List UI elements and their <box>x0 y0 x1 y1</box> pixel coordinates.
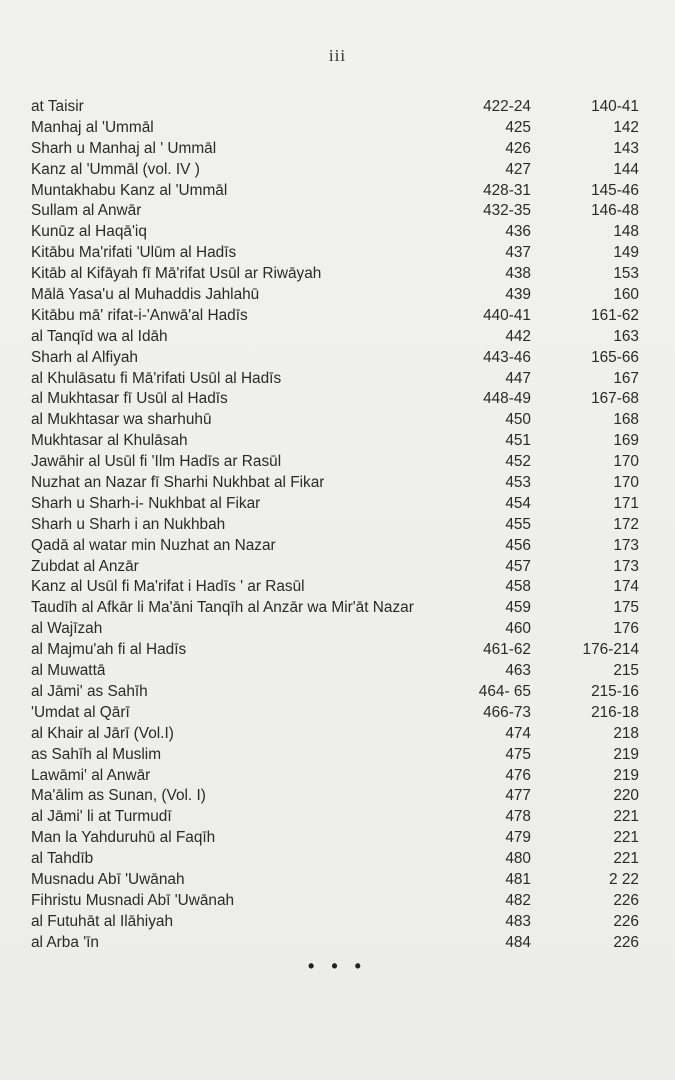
entry-page: 160 <box>613 286 639 304</box>
entry-page: 219 <box>613 745 639 763</box>
entry-row <box>31 201 641 222</box>
entry-number: 451 <box>505 432 531 450</box>
entry-number: 426 <box>505 139 531 157</box>
entry-page: 146-48 <box>591 202 639 220</box>
entry-row <box>31 849 641 870</box>
entry-row <box>31 452 641 473</box>
entry-row <box>31 557 641 578</box>
entry-title: at Taisir <box>31 98 84 115</box>
entry-number: 475 <box>505 745 531 763</box>
entry-page: 173 <box>613 557 639 575</box>
entry-title: al Khair al Jārī (Vol.I) <box>31 724 174 742</box>
entry-page: 226 <box>613 891 639 909</box>
entry-row <box>31 536 641 557</box>
entry-title: al Arba 'īn <box>31 933 99 951</box>
entry-title: Sharh u Sharh i an Nukhbah <box>31 515 226 533</box>
entry-row <box>31 515 641 536</box>
entry-row <box>31 786 641 807</box>
entry-row <box>31 139 641 160</box>
entry-number: 428-31 <box>483 181 531 199</box>
entry-page: 221 <box>613 850 639 868</box>
entry-number: 482 <box>505 891 531 909</box>
entry-row <box>31 181 641 202</box>
entry-row <box>31 494 641 515</box>
entry-page: 167 <box>613 369 639 387</box>
entry-page: 140-41 <box>591 98 639 115</box>
entry-row <box>31 264 641 285</box>
entry-number: 422-24 <box>483 98 531 115</box>
entry-page: 175 <box>613 599 639 617</box>
entry-title: al Tahdīb <box>31 850 94 868</box>
entry-row <box>31 306 641 327</box>
entry-number: 457 <box>505 557 531 575</box>
entry-page: 153 <box>613 265 639 283</box>
entry-title: 'Umdat al Qārī <box>31 703 130 721</box>
entry-title: al Tanqīd wa al Idāh <box>31 327 168 345</box>
entry-number: 437 <box>505 244 531 262</box>
entry-row <box>31 243 641 264</box>
entry-page: 170 <box>613 474 639 492</box>
entry-number: 427 <box>505 160 531 178</box>
entry-list <box>31 97 641 954</box>
entry-number: 481 <box>505 870 531 888</box>
entry-title: al Muwattā <box>31 662 106 680</box>
entry-page: 219 <box>613 766 639 784</box>
entry-row <box>31 118 641 139</box>
entry-page: 143 <box>613 139 639 157</box>
entry-row <box>31 870 641 891</box>
entry-page: 176 <box>613 620 639 638</box>
entry-row <box>31 933 641 954</box>
entry-title: al Futuhāt al Ilāhiyah <box>31 912 174 930</box>
entry-page: 2 22 <box>609 870 639 888</box>
entry-row <box>31 97 641 118</box>
entry-title: al Khulāsatu fi Mā'rifati Usūl al Hadīs <box>31 369 282 387</box>
entry-title: Mukhtasar al Khulāsah <box>31 432 188 450</box>
entry-number: 452 <box>505 453 531 471</box>
entry-title: Lawāmi' al Anwār <box>31 766 151 784</box>
entry-page: 174 <box>613 578 639 596</box>
entry-title: Musnadu Abī 'Uwānah <box>31 870 185 888</box>
entry-title: Kitāb al Kifāyah fī Mā'rifat Usūl ar Riwāyah <box>31 265 322 283</box>
entry-page: 216-18 <box>591 703 639 721</box>
entry-title: Kitābu Ma'rifati 'Ulūm al Hadīs <box>31 244 237 262</box>
entry-page: 144 <box>613 160 639 178</box>
entry-page: 148 <box>613 223 639 241</box>
entry-number: 484 <box>505 933 531 951</box>
entry-number: 425 <box>505 118 531 136</box>
entry-row <box>31 682 641 703</box>
entry-row <box>31 640 641 661</box>
entry-title: Jawāhir al Usūl fi 'Ilm Hadīs ar Rasūl <box>31 453 282 471</box>
entry-number: 438 <box>505 265 531 283</box>
entry-title: Man la Yahduruhū al Faqīh <box>31 829 216 847</box>
entry-number: 442 <box>505 327 531 345</box>
entry-number: 447 <box>505 369 531 387</box>
entry-page: 142 <box>613 118 639 136</box>
entry-page: 215-16 <box>591 682 639 700</box>
entry-title: Fihristu Musnadi Abī 'Uwānah <box>31 891 235 909</box>
entry-title: al Jāmi' li at Turmudī <box>31 808 172 826</box>
entry-number: 456 <box>505 536 531 554</box>
entry-title: Kanz al Usūl fi Ma'rifat i Hadīs ' ar Rasūl <box>31 578 305 596</box>
entry-number: 461-62 <box>483 641 531 659</box>
entry-title: as Sahīh al Muslim <box>31 745 162 763</box>
entry-row <box>31 577 641 598</box>
entry-row <box>31 598 641 619</box>
entry-row <box>31 619 641 640</box>
entry-page: 221 <box>613 829 639 847</box>
entry-page: 172 <box>613 515 639 533</box>
entry-row <box>31 222 641 243</box>
entry-row <box>31 348 641 369</box>
entry-number: 476 <box>505 766 531 784</box>
entry-number: 463 <box>505 662 531 680</box>
entry-number: 439 <box>505 286 531 304</box>
entry-title: Qadā al watar min Nuzhat an Nazar <box>31 536 276 554</box>
entry-row <box>31 661 641 682</box>
entry-title: al Majmu'ah fi al Hadīs <box>31 641 187 659</box>
entry-page: 221 <box>613 808 639 826</box>
entry-title: Sharh u Manhaj al ' Ummāl <box>31 139 217 157</box>
entry-number: 443-46 <box>483 348 531 366</box>
entry-row <box>31 327 641 348</box>
entry-number: 436 <box>505 223 531 241</box>
entry-page: 170 <box>613 453 639 471</box>
entry-number: 483 <box>505 912 531 930</box>
entry-number: 450 <box>505 411 531 429</box>
entry-page: 218 <box>613 724 639 742</box>
entry-page: 149 <box>613 244 639 262</box>
entry-number: 479 <box>505 829 531 847</box>
entry-row <box>31 724 641 745</box>
entry-title: Sullam al Anwār <box>31 202 142 220</box>
entry-page: 145-46 <box>591 181 639 199</box>
entry-title: Ma'ālim as Sunan, (Vol. I) <box>31 787 206 805</box>
entry-title: Zubdat al Anzār <box>31 557 139 575</box>
entry-page: 220 <box>613 787 639 805</box>
entry-row <box>31 369 641 390</box>
entry-number: 458 <box>505 578 531 596</box>
entry-page: 165-66 <box>591 348 639 366</box>
entry-row <box>31 766 641 787</box>
entry-page: 173 <box>613 536 639 554</box>
entry-title: al Wajīzah <box>31 620 103 638</box>
entry-number: 440-41 <box>483 306 531 324</box>
entry-number: 478 <box>505 808 531 826</box>
entry-number: 448-49 <box>483 390 531 408</box>
entry-row <box>31 431 641 452</box>
entry-title: Sharh u Sharh-i- Nukhbat al Fikar <box>31 494 261 512</box>
ellipsis-mark: • • • <box>308 956 367 976</box>
entry-row <box>31 807 641 828</box>
page-number: iii <box>328 46 347 65</box>
entry-number: 480 <box>505 850 531 868</box>
entry-number: 455 <box>505 515 531 533</box>
entry-title: Kitābu mā' rifat-i-'Anwā'al Hadīs <box>31 306 248 324</box>
entry-number: 432-35 <box>483 202 531 220</box>
entry-row <box>31 891 641 912</box>
entry-number: 454 <box>505 494 531 512</box>
entry-page: 163 <box>613 327 639 345</box>
entry-number: 453 <box>505 474 531 492</box>
entry-row <box>31 410 641 431</box>
entry-title: Manhaj al 'Ummāl <box>31 118 154 136</box>
entry-page: 169 <box>613 432 639 450</box>
entry-number: 459 <box>505 599 531 617</box>
entry-title: Kanz al 'Ummāl (vol. IV ) <box>31 160 200 178</box>
entry-row <box>31 828 641 849</box>
entry-title: Taudīh al Afkār li Ma'āni Tanqīh al Anzār wa Mir'āt Nazar <box>31 599 414 617</box>
entry-page: 171 <box>613 494 639 512</box>
entry-row <box>31 745 641 766</box>
entry-number: 474 <box>505 724 531 742</box>
entry-title: al Jāmi' as Sahīh <box>31 682 148 700</box>
entry-title: Mālā Yasa'u al Muhaddis Jahlahū <box>31 286 260 304</box>
entry-title: al Mukhtasar wa sharhuhū <box>31 411 212 429</box>
entry-title: Sharh al Alfiyah <box>31 348 138 366</box>
entry-page: 168 <box>613 411 639 429</box>
entry-page: 215 <box>613 662 639 680</box>
entry-number: 477 <box>505 787 531 805</box>
entry-title: Nuzhat an Nazar fī Sharhi Nukhbat al Fikar <box>31 474 325 492</box>
entry-row <box>31 160 641 181</box>
entry-title: Muntakhabu Kanz al 'Ummāl <box>31 181 228 199</box>
entry-row <box>31 473 641 494</box>
entry-page: 176-214 <box>582 641 639 659</box>
entry-row <box>31 703 641 724</box>
entry-number: 460 <box>505 620 531 638</box>
entry-row <box>31 912 641 933</box>
entry-title: Kunūz al Haqā'iq <box>31 223 147 241</box>
entry-page: 167-68 <box>591 390 639 408</box>
entry-page: 226 <box>613 933 639 951</box>
entry-number: 466-73 <box>483 703 531 721</box>
entry-page: 161-62 <box>591 306 639 324</box>
entry-page: 226 <box>613 912 639 930</box>
entry-row <box>31 285 641 306</box>
entry-title: al Mukhtasar fī Usūl al Hadīs <box>31 390 228 408</box>
entry-row <box>31 389 641 410</box>
entry-number: 464- 65 <box>478 682 531 700</box>
